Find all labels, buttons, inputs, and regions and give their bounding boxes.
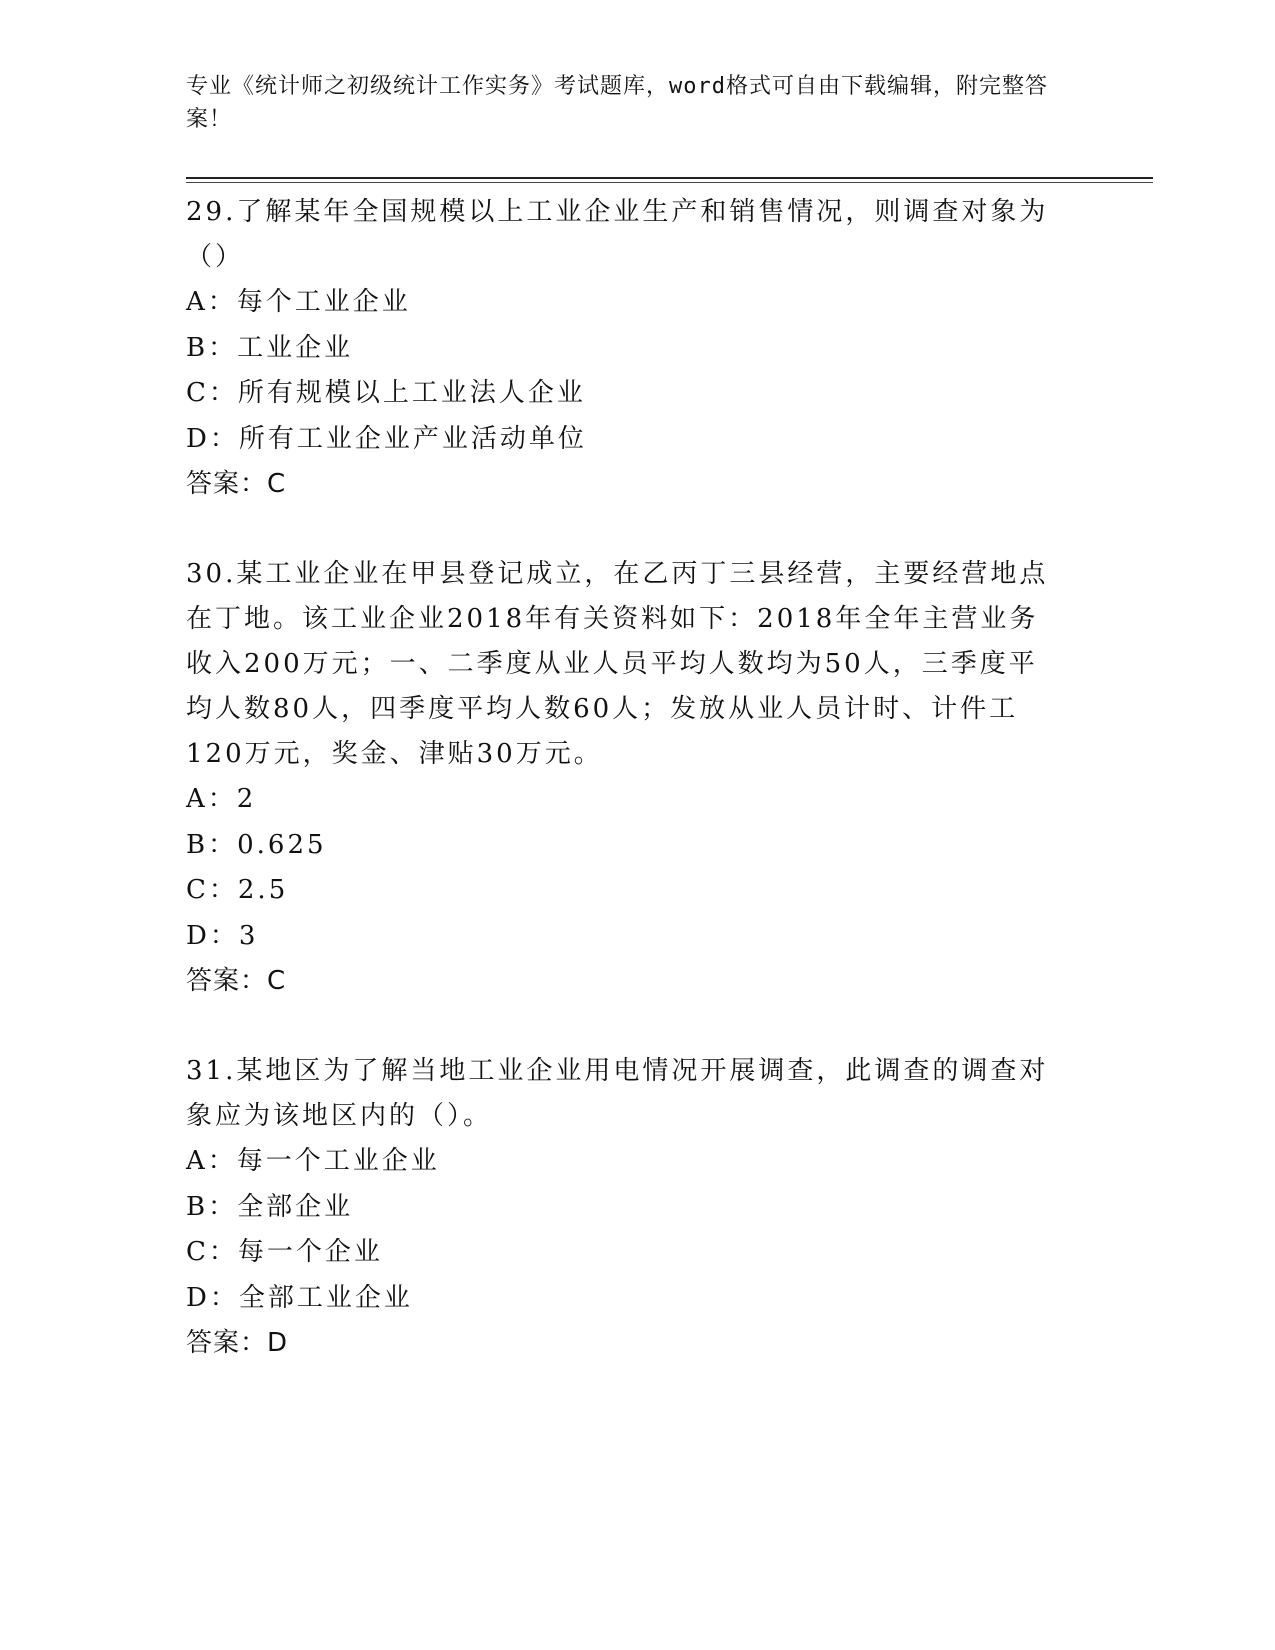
document-header: 专业《统计师之初级统计工作实务》考试题库，word格式可自由下载编辑，附完整答案！ [186, 74, 1048, 132]
question-stem: 31.某地区为了解当地工业企业用电情况开展调查，此调查的调查对象应为该地区内的（）。 [186, 1056, 1049, 1131]
option-d: D：全部工业企业 [186, 1282, 413, 1313]
question-30 [186, 552, 1066, 1004]
option-d: D：所有工业企业产业活动单位 [186, 423, 587, 454]
question-31 [186, 1049, 1066, 1366]
answer: 答案：D [186, 1328, 289, 1358]
header-divider-thick [186, 177, 1153, 179]
option-b: B：全部企业 [186, 1191, 354, 1222]
question-spacer [186, 507, 1066, 552]
option-b: B：工业企业 [186, 332, 354, 363]
answer: 答案：C [186, 469, 287, 499]
question-stem: 29.了解某年全国规模以上工业企业生产和销售情况，则调查对象为（） [186, 197, 1049, 272]
question-stem: 30.某工业企业在甲县登记成立，在乙丙丁三县经营，主要经营地点在丁地。该工业企业2018年有关资料如下：2018年全年主营业务收入200万元；一、二季度从业人员平均人数均为50人，三季度平均人数80人，四季度平均人数60人；发放从业人员计时、计件工120万元，奖金、津贴30万元。 [186, 559, 1049, 769]
option-c: C：每一个企业 [186, 1237, 383, 1267]
header-divider-thin [186, 182, 1153, 183]
option-a: A：每一个工业企业 [186, 1146, 440, 1176]
answer: 答案：C [186, 966, 287, 996]
option-b: B：0.625 [186, 829, 327, 860]
question-spacer [186, 1004, 1066, 1049]
question-list [186, 190, 1066, 1366]
question-29 [186, 190, 1066, 507]
option-c: C：2.5 [186, 875, 289, 905]
option-a: A：每个工业企业 [186, 287, 411, 317]
option-d: D：3 [186, 920, 259, 951]
option-c: C：所有规模以上工业法人企业 [186, 378, 586, 408]
option-a: A：2 [186, 784, 257, 814]
